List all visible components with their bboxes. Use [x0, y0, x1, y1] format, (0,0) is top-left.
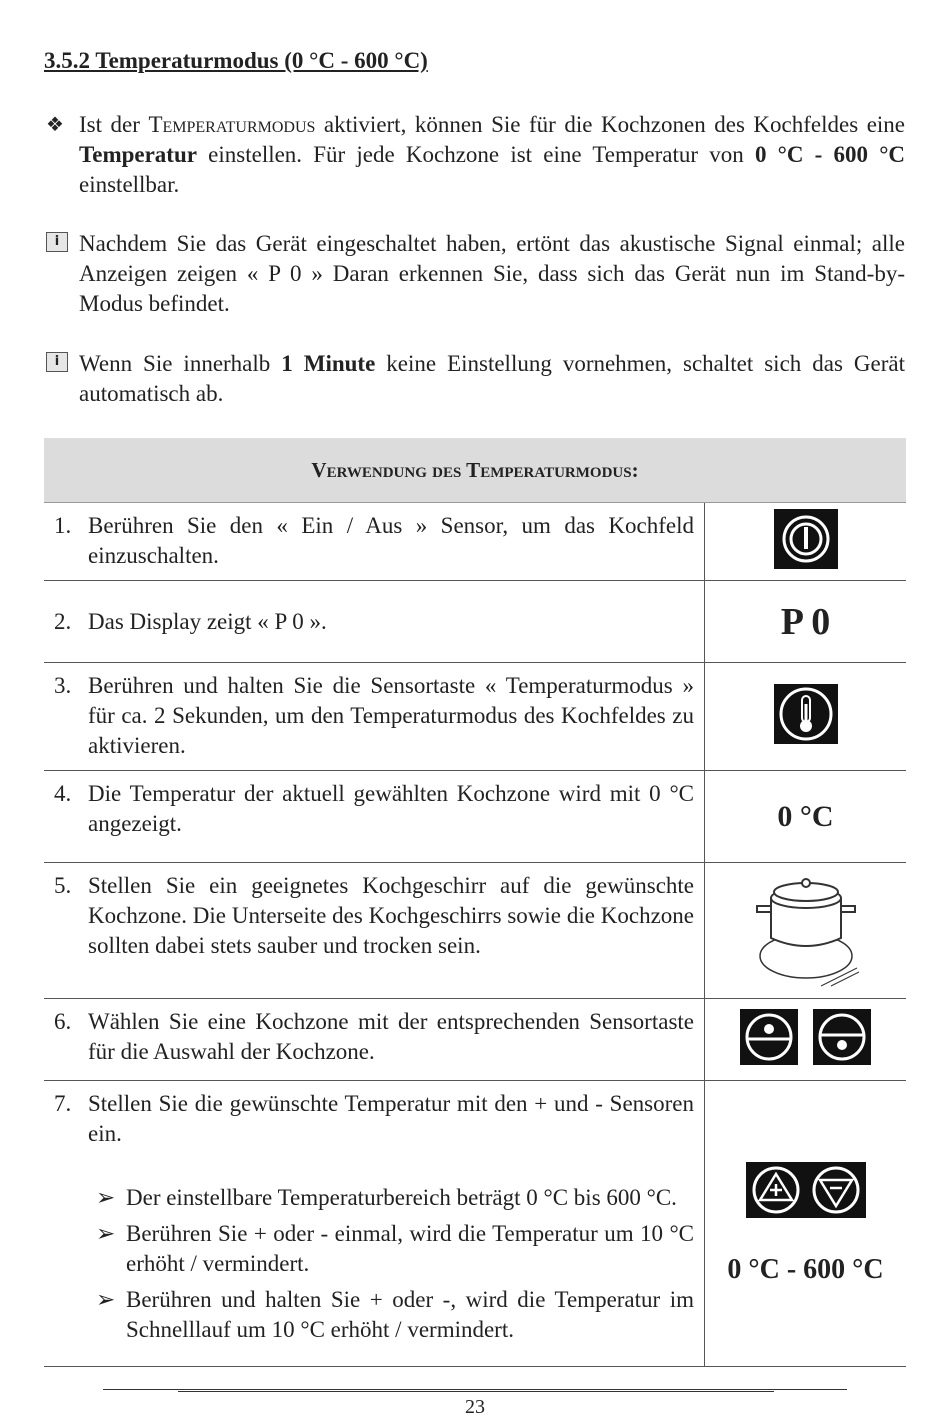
zone-select-upper-icon: [740, 1009, 798, 1065]
list-item: Der einstellbare Temperaturbereich beträgt 0 °C bis 600 °C.: [126, 1185, 677, 1210]
step-row: 4. Die Temperatur der aktuell gewählten Kochzone wird mit 0 °C angezeigt. 0 °C: [44, 771, 906, 863]
step-row: 6. Wählen Sie eine Kochzone mit der entsprechenden Sensortaste für die Auswahl der Kochzone.: [44, 999, 906, 1081]
info-icon: i: [46, 232, 68, 252]
zone-select-lower-icon: [813, 1009, 871, 1065]
list-item: Berühren Sie + oder - einmal, wird die Temperatur um 10 °C erhöht / vermindert.: [126, 1221, 694, 1276]
step-text: Die Temperatur der aktuell gewählten Kochzone wird mit 0 °C angezeigt.: [88, 781, 694, 836]
footer-rule: [178, 1391, 774, 1392]
page-number: 23: [465, 1396, 485, 1418]
step-row: 1. Berühren Sie den « Ein / Aus » Sensor, um das Kochfeld einzuschalten.: [44, 503, 906, 581]
footer-rule: [103, 1389, 847, 1390]
intro-paragraph: Ist der Temperaturmodus aktiviert, können Sie für die Kochzonen des Kochfeldes eine Temperatur einstellen. Für jede Kochzone ist eine Temperatur von 0 °C - 600 °C einstellbar.: [79, 112, 906, 197]
step-text: Wählen Sie eine Kochzone mit der entsprechenden Sensortaste für die Auswahl der Kochzone.: [88, 1009, 694, 1064]
step-row: 7. Stellen Sie die gewünschte Temperatur mit den + und - Sensoren ein. ➢ Der einstellbare Temperaturbereich beträgt 0 °C bis 600 °C. ➢ Berühren Sie + oder - einmal, wird die Temperatur um 10 °C erhöht / vermindert. ➢ Berühren und halten Sie + oder -, wird die Temperatur im Schnelllauf um 10 °C erhöht / vermindert. 0 °C - 600 °C: [44, 1081, 906, 1367]
step-text: Berühren und halten Sie die Sensortaste « Temperaturmodus » für ca. 2 Sekunden, um den Temperaturmodus des Kochfeldes zu aktivieren.: [88, 673, 694, 758]
step-text: Das Display zeigt « P 0 ».: [88, 608, 327, 634]
step-text: Stellen Sie die gewünschte Temperatur mit den + und - Sensoren ein.: [88, 1091, 694, 1146]
display-zero-degrees: 0 °C: [777, 799, 834, 833]
note-standby: Nachdem Sie das Gerät eingeschaltet haben, ertönt das akustische Signal einmal; alle Anzeigen zeigen « P 0 » Daran erkennen Sie, dass sich das Gerät nun im Stand-by-Modus befindet.: [79, 231, 905, 316]
list-item: Berühren und halten Sie + oder -, wird die Temperatur im Schnelllauf um 10 °C erhöht / vermindert.: [126, 1287, 694, 1342]
step-text: Berühren Sie den « Ein / Aus » Sensor, um das Kochfeld einzuschalten.: [88, 513, 694, 568]
steps-table: [44, 438, 906, 1367]
power-sensor-icon: [774, 509, 838, 569]
temperature-range: 0 °C - 600 °C: [727, 1253, 884, 1285]
thermometer-sensor-icon: [774, 684, 838, 744]
step-row: 3. Berühren und halten Sie die Sensortaste « Temperaturmodus » für ca. 2 Sekunden, um den Temperaturmodus des Kochfeldes zu aktivieren.: [44, 663, 906, 771]
step-row: 5. Stellen Sie ein geeignetes Kochgeschirr auf die gewünschte Kochzone. Die Unterseite des Kochgeschirrs sowie die Kochzone sollten dabei stets sauber und trocken sein.: [44, 863, 906, 999]
section-heading: 3.5.2 Temperaturmodus (0 °C - 600 °C): [44, 48, 428, 73]
diamond-bullet-icon: ❖: [46, 114, 64, 136]
cooking-pot-icon: [751, 868, 861, 988]
step-text: Stellen Sie ein geeignetes Kochgeschirr auf die gewünschte Kochzone. Die Unterseite des Kochgeschirrs sowie die Kochzone sollten dabei stets sauber und trocken sein.: [88, 873, 694, 958]
step-row: 2. Das Display zeigt « P 0 ». P 0: [44, 581, 906, 663]
table-title: Verwendung des Temperaturmodus:: [44, 438, 906, 503]
note-auto-off: Wenn Sie innerhalb 1 Minute keine Einstellung vornehmen, schaltet sich das Gerät automatisch ab.: [79, 351, 905, 406]
display-p0: P 0: [780, 600, 831, 643]
plus-minus-sensor-icon: [746, 1162, 866, 1218]
info-icon: i: [46, 352, 68, 372]
